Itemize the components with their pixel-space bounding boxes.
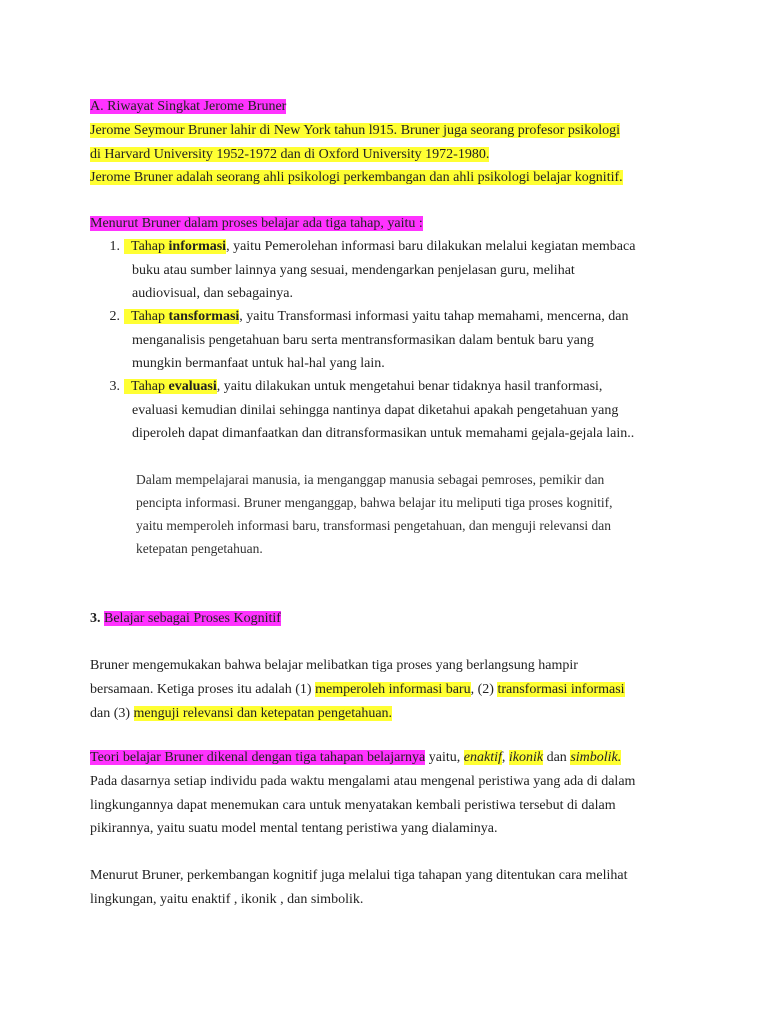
bruner-name: Jerome Seymour Bruner <box>90 123 227 138</box>
stages-intro: Menurut Bruner dalam proses belajar ada tiga tahap, yaitu : <box>90 216 423 231</box>
stage-term: evaluasi <box>168 379 217 394</box>
section-a-line-2: di Harvard University 1952-1972 dan di Oxford University 1972-1980. <box>90 147 490 162</box>
section-3-heading: 3. Belajar sebagai Proses Kognitif <box>90 611 281 626</box>
stage-term: informasi <box>168 239 227 254</box>
section-a-line-1: Jerome Seymour Bruner lahir di New York tahun l915. Bruner juga seorang profesor psikologi <box>90 123 620 138</box>
document-page: A. Riwayat Singkat Jerome Bruner Jerome Seymour Bruner lahir di New York tahun l915. Bruner juga seorang profesor psikologi di Harvard University 1952-1972 dan di Oxford University 1972-1980. Jerome Bruner adalah seorang ahli psikologi perkembangan dan ahli psikologi belajar kognitif. Menurut Bruner dalam proses belajar ada tiga tahap, yaitu : 1. Tahap informasi, yaitu Pemerolehan informasi baru dilakukan melalui kegiatan membaca buku atau sumber lainnya yang sesuai, mendengarkan penjelasan guru, melihat audiovisual, dan sebagainya. 2. Tahap tansformasi, yaitu Transformasi informasi yaitu tahap memahami, mencerna, dan menganalisis pengetahuan baru serta mentransformasikan dalam bentuk baru yang mungkin bermanfaat untuk hal-hal yang lain. 3. Tahap evaluasi, yaitu dilakukan untuk mengetahui benar tidaknya hasil tranformasi, evaluasi kemudian dinilai sehingga nantinya dapat diketahui apakah pengetahuan yang diperoleh dapat dimanfaatkan dan ditransformasikan untuk memahami gejala-gejala lain.. Dalam mempelajarai manusia, ia menganggap manusia sebagai pemroses, pemikir dan pencipta informasi. Bruner menganggap, bahwa belajar itu meliputi tiga proses kognitif, yaitu memperoleh informasi baru, transformasi pengetahuan, dan menguji relevansi dan ketepatan pengetahuan. 3. Belajar sebagai Proses Kognitif Bruner mengemukakan bahwa belajar melibatkan tiga proses yang berlangsung hampir bersamaan. Ketiga proses itu adalah (1) memperoleh informasi baru, (2) transformasi informasi dan (3) menguji relevansi dan ketepatan pengetahuan. Teori belajar Bruner dikenal dengan tiga tahapan belajarnya yaitu, enaktif, ikonik dan simbolik. Pada dasarnya setiap individu pada waktu mengalami atau mengenal peristiwa yang ada di dalam lingkungannya dapat menemukan cara untuk menyatakan kembali peristiwa tersebut di dalam pikirannya, yaitu suatu model mental tentang peristiwa yang dialaminya. Menurut Bruner, perkembangan kognitif juga melalui tiga tahapan yang ditentukan cara melihat lingkungan, yaitu enaktif , ikonik , dan simbolik. <box>90 99 636 907</box>
section-a-heading: A. Riwayat Singkat Jerome Bruner <box>90 99 287 114</box>
stage-term: tansformasi <box>168 309 240 324</box>
section-a-line-3: Jerome Bruner adalah seorang ahli psikologi perkembangan dan ahli psikologi belajar kognitif. <box>90 170 623 185</box>
